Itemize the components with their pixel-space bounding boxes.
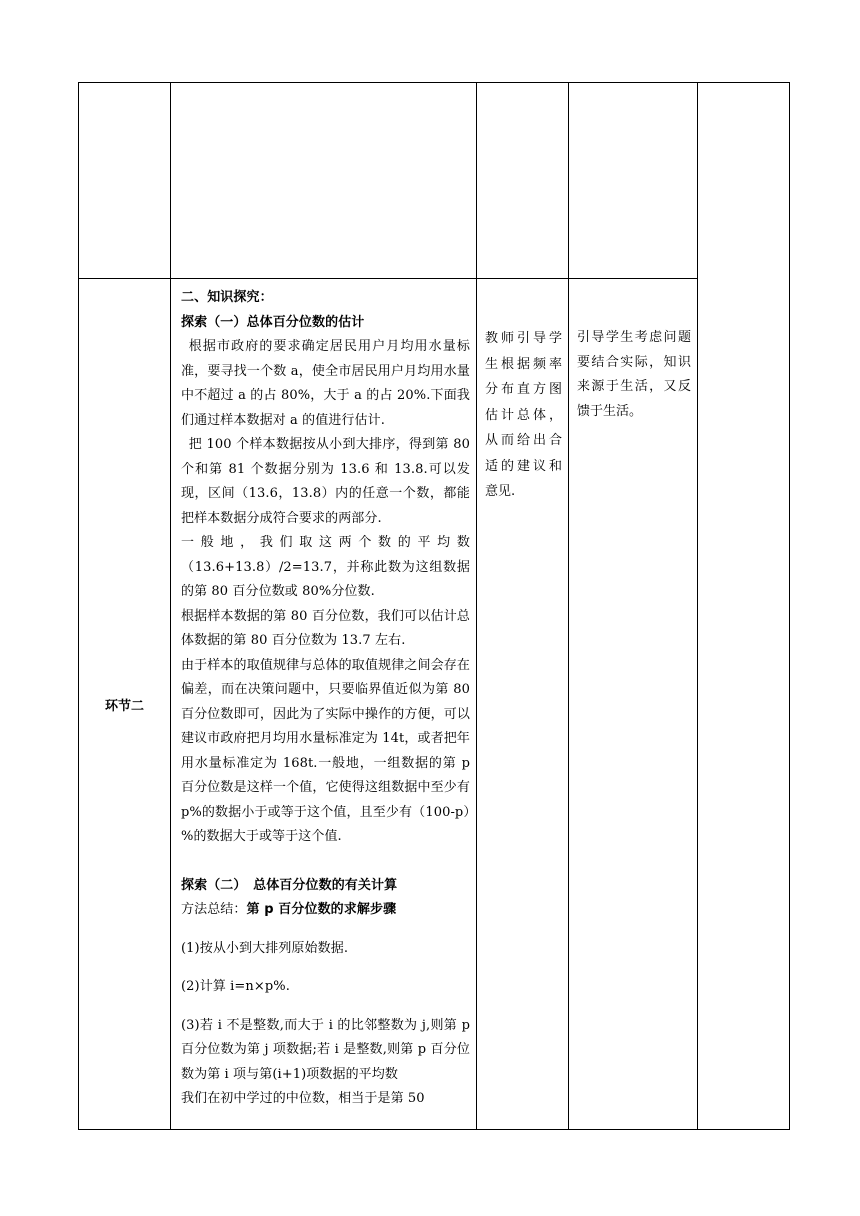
method-prefix: 方法总结： (181, 902, 247, 917)
paragraph: 根据市政府的要求确定居民用户月均用水量标准，要寻找一个数 a，使全市居民用户月均用水量中不超过 a 的占 80%，大于 a 的占 20%.下面我们通过样本数据对 a 的值进行估计. (181, 339, 470, 428)
lesson-plan-table (78, 82, 790, 1130)
table-cell (477, 83, 569, 279)
design-intent-text: 引导学生考虑问题要结合实际，知识来源于生活，又反馈于生活。 (577, 330, 691, 419)
design-intent-cell (569, 279, 698, 1130)
explore-two-title: 探索（二） 总体百分位数的有关计算 (181, 877, 398, 893)
content-cell (171, 279, 477, 1130)
table-row-top (79, 83, 790, 279)
table-cell (171, 83, 477, 279)
table-row-section-two (79, 279, 790, 1130)
step-item: (3)若 i 不是整数,而大于 i 的比邻整数为 j,则第 p 百分位数为第 j 项数据;若 i 是整数,则第 p 百分位数为第 i 项与第(i+1)项数据的平均数 (181, 1017, 470, 1082)
section-label: 环节二 (79, 279, 171, 1130)
step-item: (1)按从小到大排列原始数据. (181, 940, 349, 956)
paragraph: 由于样本的取值规律与总体的取值规律之间会存在偏差，而在决策问题中，只要临界值近似为第 80 百分位数即可，因此为了实际中操作的方便，可以建议市政府把月均用水量标准定为 14t，或者把年用水量标准定为 168t.一般地，一组数据的第 p 百分位数是这样一个值，它使得这组数据中至少有 p%的数据小于或等于这个值，且至少有（100-p）%的数据大于或等于这个值. (181, 657, 470, 844)
paragraph: 把 100 个样本数据按从小到大排序，得到第 80 个和第 81 个数据分别为 13.6 和 13.8.可以发现，区间（13.6，13.8）内的任意一个数，都能把样本数据分成符合要求的两部分. (181, 437, 470, 526)
teacher-activity-cell (477, 279, 569, 1130)
knowledge-heading: 二、知识探究： (181, 290, 273, 305)
table-cell (569, 83, 698, 279)
table-cell-notes (698, 83, 790, 1130)
explore-one-title: 探索（一）总体百分位数的估计 (181, 314, 365, 330)
table-cell (79, 83, 171, 279)
paragraph: 根据样本数据的第 80 百分位数，我们可以估计总体数据的第 80 百分位数为 13.7 左右. (181, 608, 470, 648)
paragraph: 一般地，我们取这两个数的平均数（13.6+13.8）/2=13.7，并称此数为这组数据的第 80 百分位数或 80%分位数. (181, 535, 470, 599)
teacher-activity-text: 教师引导学生根据频率分布直方图估计总体，从而给出合适的建议和意见. (485, 331, 562, 499)
paragraph: 我们在初中学过的中位数，相当于是第 50 (181, 1091, 425, 1106)
step-item: (2)计算 i=n×p%. (181, 979, 290, 994)
method-title: 第 p 百分位数的求解步骤 (246, 902, 397, 917)
method-summary (181, 898, 470, 923)
